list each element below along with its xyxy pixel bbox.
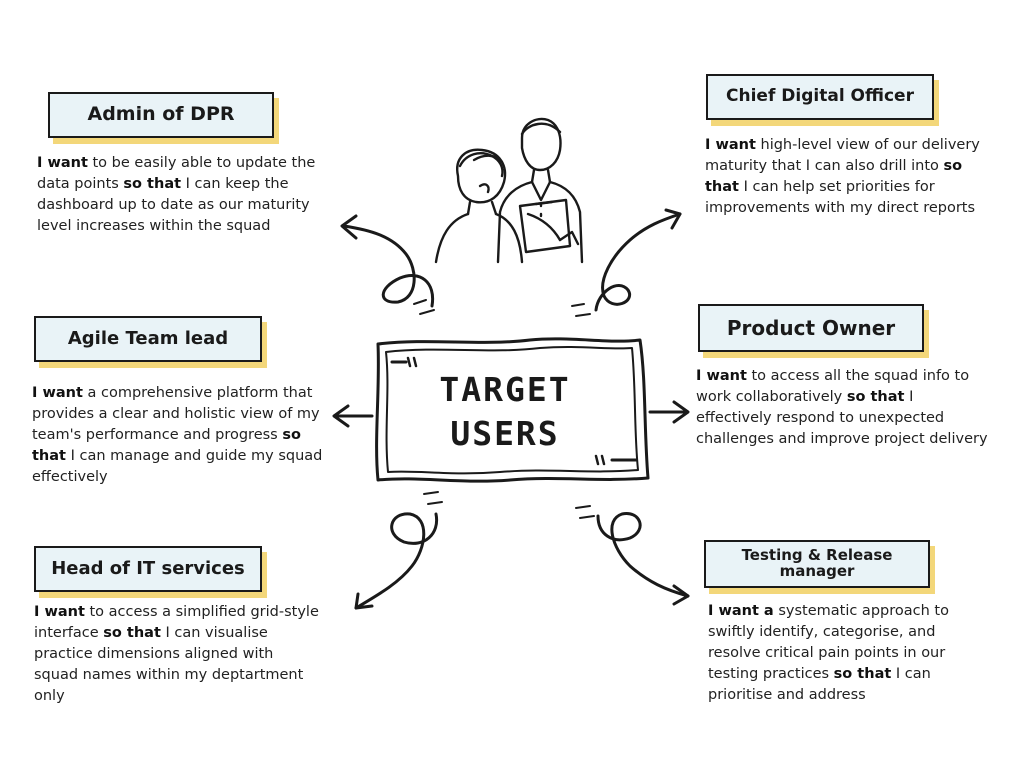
role-title: Product Owner <box>726 315 896 340</box>
role-box-head-of-it-services <box>34 546 262 592</box>
user-story-head-of-it-services <box>34 602 320 707</box>
arrow-po <box>650 402 688 422</box>
role-title: Chief Digital Officer <box>726 86 914 107</box>
role-box-testing-release-manager <box>704 540 930 588</box>
story-text: I can prioritise and address <box>708 666 931 703</box>
role-title: Admin of DPR <box>87 103 235 126</box>
story-keyword: I want <box>696 368 747 384</box>
story-text: I effectively respond to unexpected challenges and improve project delivery <box>696 389 988 447</box>
story-keyword: so that <box>833 666 892 682</box>
story-text: I can keep the dashboard up to date as our maturity level increases within the squad <box>37 176 310 234</box>
role-box-chief-digital-officer <box>706 74 934 120</box>
people-illustration <box>436 119 582 262</box>
center-title-line2: USERS <box>450 414 560 453</box>
story-keyword: I want <box>32 385 83 401</box>
arrow-agile <box>334 406 372 426</box>
story-text: to access a simplified grid-style interface <box>34 604 319 641</box>
story-keyword: so that <box>32 427 301 464</box>
arrow-admin <box>342 216 434 314</box>
user-story-testing-release-manager <box>708 601 988 706</box>
story-keyword: so that <box>123 176 182 192</box>
story-text: to be easily able to update the data points <box>37 155 316 192</box>
arrow-testing <box>576 506 688 604</box>
user-story-product-owner <box>696 366 988 450</box>
story-keyword: I want <box>37 155 88 171</box>
story-keyword: so that <box>705 158 963 195</box>
role-box-agile-team-lead <box>34 316 262 362</box>
story-keyword: I want a <box>708 603 774 619</box>
role-title: Head of IT services <box>51 557 245 579</box>
story-text: I can help set priorities for improvements with my direct reports <box>705 179 976 216</box>
story-text: I can manage and guide my squad effectively <box>32 448 323 485</box>
story-text: high-level view of our delivery maturity that I can also drill into <box>705 137 980 174</box>
story-text: a comprehensive platform that provides a clear and holistic view of my team's performance and progress <box>32 385 320 443</box>
role-title: Testing & Release manager <box>741 546 893 580</box>
story-keyword: so that <box>846 389 905 405</box>
story-text: systematic approach to swiftly identify, categorise, and resolve critical pain points in our testing practices <box>708 603 949 682</box>
center-title <box>400 368 610 456</box>
user-story-chief-digital-officer <box>705 135 990 219</box>
story-keyword: so that <box>103 625 161 641</box>
role-box-admin-of-dpr <box>48 92 274 138</box>
arrow-cdo <box>572 210 680 316</box>
user-story-admin-of-dpr <box>37 153 327 237</box>
role-title: Agile Team lead <box>67 327 229 349</box>
story-text: I can visualise practice dimensions aligned with squad names within my deptartment only <box>34 625 304 704</box>
story-keyword: I want <box>705 137 756 153</box>
role-box-product-owner <box>698 304 924 352</box>
center-title-line1: TARGET <box>439 370 571 409</box>
user-story-agile-team-lead <box>32 383 330 488</box>
arrow-head-it <box>356 492 442 608</box>
story-keyword: I want <box>34 604 85 620</box>
story-text: to access all the squad info to work collaboratively <box>696 368 970 405</box>
